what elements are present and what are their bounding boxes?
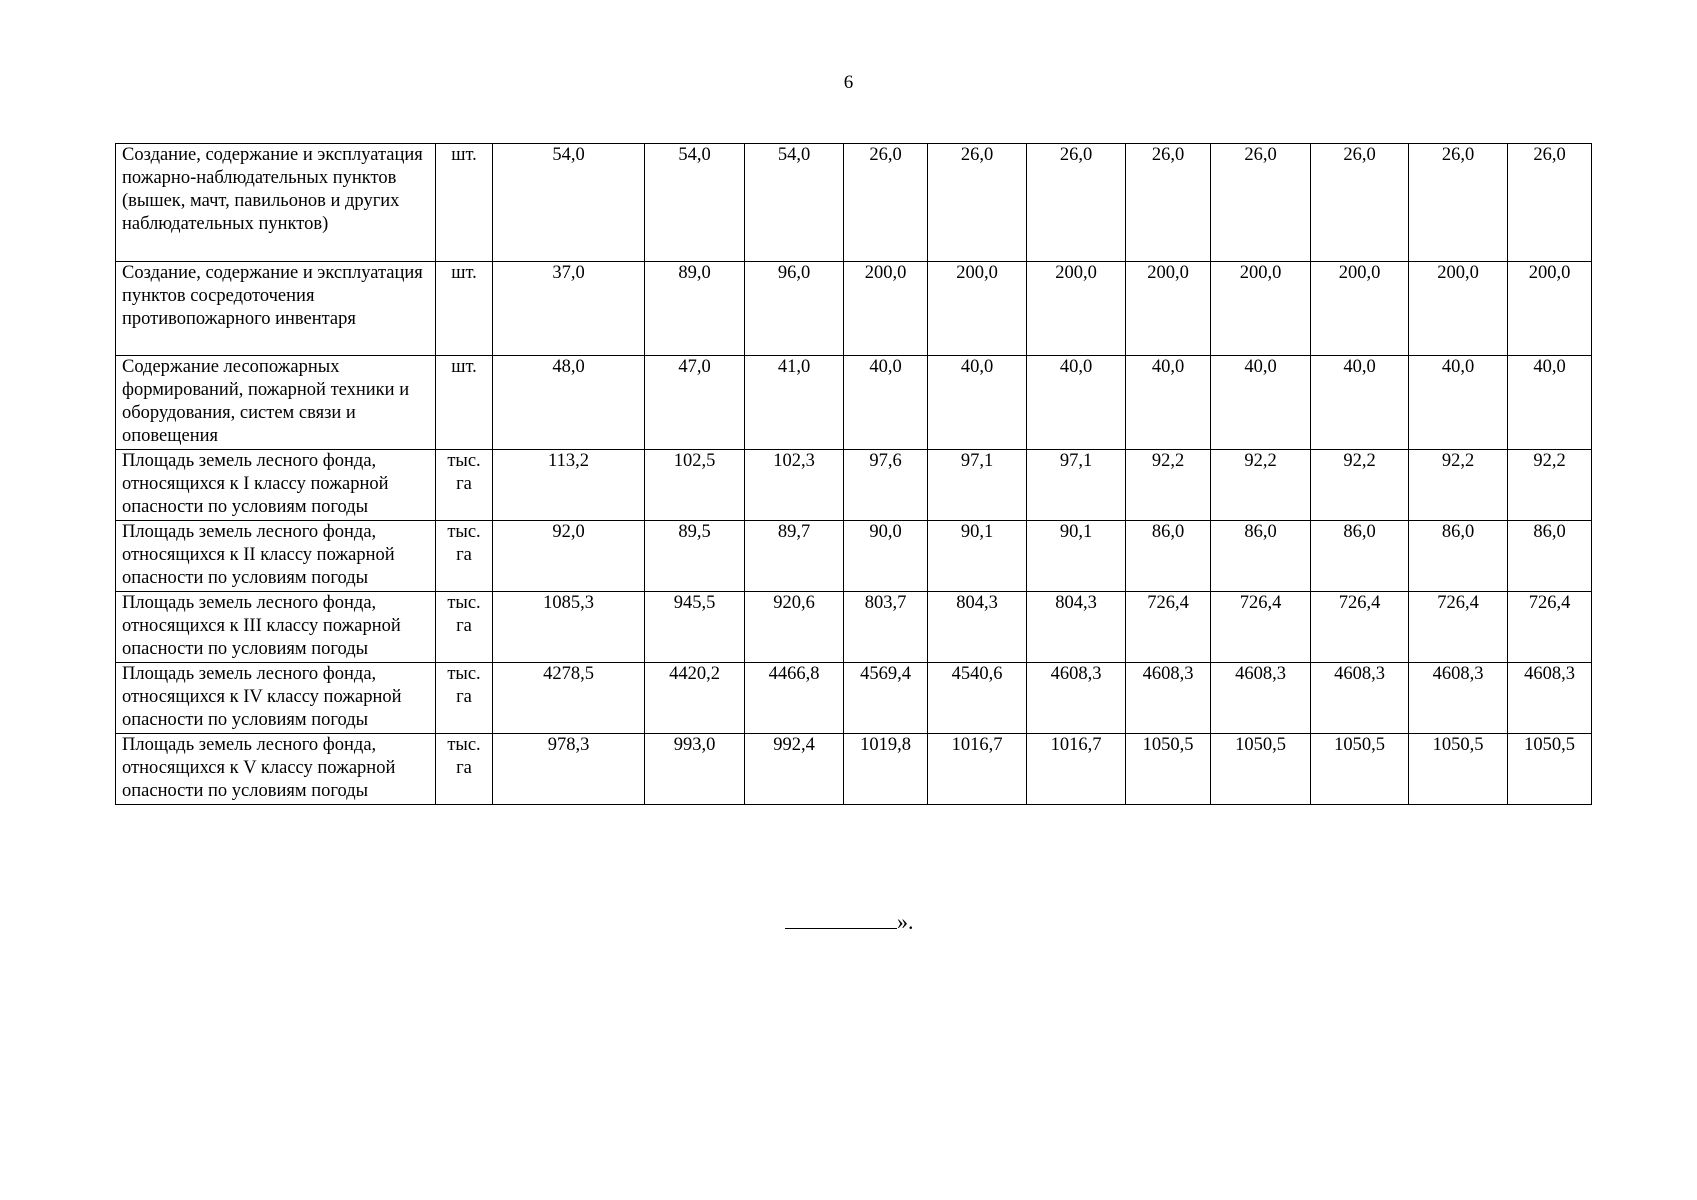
row-value-cell: 1050,5 [1126,734,1211,805]
row-value-cell: 26,0 [1211,144,1311,262]
page-number: 6 [843,72,854,93]
table-row [116,144,1592,262]
row-value-cell: 726,4 [1311,592,1409,663]
row-value-cell: 54,0 [745,144,844,262]
row-name-cell: Содержание лесопожарных формирований, пожарной техники и оборудования, систем связи и оповещения [116,356,436,450]
row-value-cell: 54,0 [645,144,745,262]
row-unit-cell: шт. [436,144,493,262]
row-value-cell: 726,4 [1211,592,1311,663]
table-row [116,262,1592,356]
table-row [116,450,1592,521]
row-name-cell: Площадь земель лесного фонда, относящихся к III классу пожарной опасности по условиям погоды [116,592,436,663]
row-unit-cell: тыс. га [436,450,493,521]
row-value-cell: 726,4 [1126,592,1211,663]
row-value-cell: 92,2 [1409,450,1508,521]
row-value-cell: 47,0 [645,356,745,450]
row-name-cell: Создание, содержание и эксплуатация пожарно-наблюдательных пунктов (вышек, мачт, павильонов и других наблюдательных пунктов) [116,144,436,262]
row-value-cell: 4608,3 [1409,663,1508,734]
row-value-cell: 40,0 [1409,356,1508,450]
table-row [116,734,1592,805]
row-value-cell: 96,0 [745,262,844,356]
row-value-cell: 86,0 [1409,521,1508,592]
row-value-cell: 1050,5 [1409,734,1508,805]
row-unit-cell: тыс. га [436,592,493,663]
row-value-cell: 40,0 [844,356,928,450]
row-value-cell: 26,0 [1126,144,1211,262]
row-value-cell: 920,6 [745,592,844,663]
row-value-cell: 86,0 [1311,521,1409,592]
row-name-cell: Площадь земель лесного фонда, относящихся к II классу пожарной опасности по условиям погоды [116,521,436,592]
closing-line [785,908,897,929]
table-row [116,592,1592,663]
row-value-cell: 90,0 [844,521,928,592]
row-value-cell: 1016,7 [1027,734,1126,805]
row-value-cell: 804,3 [1027,592,1126,663]
table-row [116,663,1592,734]
row-value-cell: 89,7 [745,521,844,592]
row-value-cell: 89,0 [645,262,745,356]
row-value-cell: 92,2 [1508,450,1592,521]
row-value-cell: 4466,8 [745,663,844,734]
row-value-cell: 92,2 [1126,450,1211,521]
row-value-cell: 200,0 [844,262,928,356]
row-value-cell: 37,0 [493,262,645,356]
row-value-cell: 92,0 [493,521,645,592]
row-unit-cell: тыс. га [436,734,493,805]
row-value-cell: 726,4 [1508,592,1592,663]
row-value-cell: 726,4 [1409,592,1508,663]
row-value-cell: 26,0 [1311,144,1409,262]
row-value-cell: 200,0 [1126,262,1211,356]
row-value-cell: 1016,7 [928,734,1027,805]
row-value-cell: 200,0 [1409,262,1508,356]
row-value-cell: 4608,3 [1126,663,1211,734]
row-value-cell: 4420,2 [645,663,745,734]
row-value-cell: 4540,6 [928,663,1027,734]
row-value-cell: 40,0 [1027,356,1126,450]
fire-safety-table [115,143,1592,805]
row-value-cell: 102,3 [745,450,844,521]
row-value-cell: 40,0 [1508,356,1592,450]
row-value-cell: 26,0 [1027,144,1126,262]
row-value-cell: 4608,3 [1508,663,1592,734]
row-value-cell: 40,0 [1211,356,1311,450]
closing-mark [785,908,914,935]
table-row [116,356,1592,450]
row-unit-cell: тыс. га [436,663,493,734]
row-value-cell: 41,0 [745,356,844,450]
row-value-cell: 4608,3 [1211,663,1311,734]
row-value-cell: 89,5 [645,521,745,592]
row-value-cell: 978,3 [493,734,645,805]
row-value-cell: 1019,8 [844,734,928,805]
row-name-cell: Площадь земель лесного фонда, относящихся к IV классу пожарной опасности по условиям погоды [116,663,436,734]
row-unit-cell: шт. [436,262,493,356]
row-value-cell: 97,6 [844,450,928,521]
row-value-cell: 200,0 [928,262,1027,356]
row-value-cell: 113,2 [493,450,645,521]
row-value-cell: 90,1 [928,521,1027,592]
row-value-cell: 102,5 [645,450,745,521]
row-value-cell: 1050,5 [1311,734,1409,805]
row-value-cell: 92,2 [1211,450,1311,521]
row-value-cell: 200,0 [1027,262,1126,356]
row-value-cell: 97,1 [1027,450,1126,521]
row-value-cell: 1050,5 [1508,734,1592,805]
row-value-cell: 803,7 [844,592,928,663]
row-value-cell: 1085,3 [493,592,645,663]
row-value-cell: 992,4 [745,734,844,805]
table-body [116,144,1592,805]
closing-quote: ». [897,909,914,934]
row-value-cell: 86,0 [1211,521,1311,592]
row-value-cell: 92,2 [1311,450,1409,521]
row-value-cell: 4278,5 [493,663,645,734]
row-value-cell: 200,0 [1211,262,1311,356]
row-value-cell: 804,3 [928,592,1027,663]
row-value-cell: 1050,5 [1211,734,1311,805]
row-value-cell: 945,5 [645,592,745,663]
row-value-cell: 90,1 [1027,521,1126,592]
row-value-cell: 4608,3 [1311,663,1409,734]
row-name-cell: Создание, содержание и эксплуатация пунктов сосредоточения противопожарного инвентаря [116,262,436,356]
row-value-cell: 40,0 [1126,356,1211,450]
row-value-cell: 4569,4 [844,663,928,734]
row-unit-cell: шт. [436,356,493,450]
row-name-cell: Площадь земель лесного фонда, относящихся к I классу пожарной опасности по условиям погоды [116,450,436,521]
row-value-cell: 86,0 [1508,521,1592,592]
row-value-cell: 97,1 [928,450,1027,521]
row-value-cell: 200,0 [1508,262,1592,356]
row-value-cell: 993,0 [645,734,745,805]
row-value-cell: 40,0 [1311,356,1409,450]
row-name-cell: Площадь земель лесного фонда, относящихся к V классу пожарной опасности по условиям погоды [116,734,436,805]
row-value-cell: 26,0 [928,144,1027,262]
row-value-cell: 26,0 [1409,144,1508,262]
row-unit-cell: тыс. га [436,521,493,592]
row-value-cell: 26,0 [1508,144,1592,262]
table-row [116,521,1592,592]
row-value-cell: 40,0 [928,356,1027,450]
row-value-cell: 26,0 [844,144,928,262]
row-value-cell: 4608,3 [1027,663,1126,734]
row-value-cell: 86,0 [1126,521,1211,592]
row-value-cell: 54,0 [493,144,645,262]
row-value-cell: 48,0 [493,356,645,450]
row-value-cell: 200,0 [1311,262,1409,356]
